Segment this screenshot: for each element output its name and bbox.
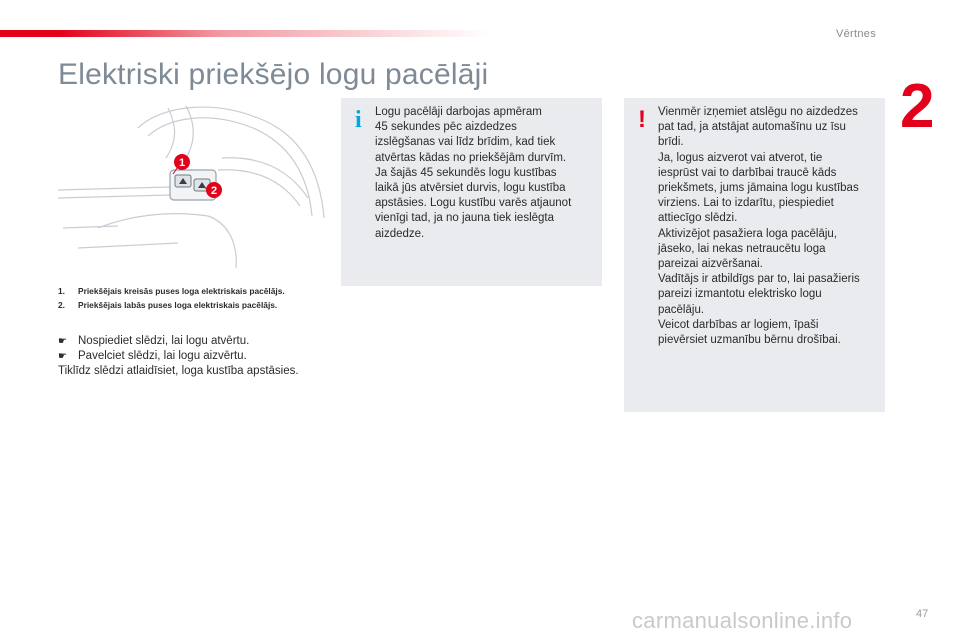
instruction-text: Nospiediet slēdzi, lai logu atvērtu. (78, 335, 250, 347)
instruction-text: Pavelciet slēdzi, lai logu aizvērtu. (78, 350, 247, 362)
watermark: carmanualsonline.info (632, 608, 853, 633)
callout-1-label: 1 (178, 157, 186, 169)
instruction-item (58, 349, 299, 364)
arrow-bullet-icon: ☛ (58, 351, 67, 362)
page-number: 47 (916, 608, 929, 620)
section-label: Vērtnes (836, 28, 877, 40)
info-icon: i (355, 107, 362, 133)
caption-text: Priekšējais labās puses loga elektriskais pacēlājs. (78, 300, 278, 310)
instructions (58, 334, 299, 379)
info-panel (341, 98, 602, 286)
warning-panel (624, 98, 885, 412)
arrow-bullet-icon: ☛ (58, 336, 67, 347)
caption-row (58, 300, 285, 310)
caption-row (58, 286, 285, 296)
warning-icon: ! (638, 106, 646, 133)
caption-number: 1. (58, 286, 65, 296)
door-switch-illustration (58, 98, 330, 270)
chapter-number: 2 (900, 72, 935, 141)
info-panel-text: Logu pacēlāji darbojas apmēram 45 sekundes pēc aizdedzes izslēgšanas vai līdz brīdim, kad tiek atvērtas kādas no priekšējām durvīm. Ja šajās 45 sekundēs logu kustības laikā jūs atvērsiet durvis, logu kustība apstāsies. Logu kustību varēs atjaunot vienīgi tad, ja no jauna tiek ieslēgta aizdedze. (375, 106, 572, 240)
instruction-item (58, 334, 299, 349)
door-panel-drawing (58, 98, 330, 270)
warning-panel-text: Vienmēr izņemiet atslēgu no aizdedzes pat tad, ja atstājat automašīnu uz īsu brīdi. Ja, logus aizverot vai atverot, tie iesprūst vai to darbībai traucē kāds priekšmets, jums jāmaina logu kustības virziens. Lai to izdarītu, piespiediet attiecīgo slēdzi. Aktivizējot pasažiera loga pacēlāju, jāseko, lai nekas netraucētu loga pareizai aizvēršanai. Vadītājs ir atbildīgs par to, lai pasažieris pareizi izmantotu elektrisko logu pacēlāju. Veicot darbības ar logiem, īpaši pievērsiet uzmanību bērnu drošībai. (658, 106, 860, 347)
callout-2-label: 2 (210, 185, 218, 197)
caption-number: 2. (58, 300, 65, 310)
page-title: Elektriski priekšējo logu pacēlāji (58, 58, 489, 91)
figure-captions (58, 286, 285, 314)
caption-text: Priekšējais kreisās puses loga elektriskais pacēlājs. (78, 286, 285, 296)
instruction-footer: Tiklīdz slēdzi atlaidīsiet, loga kustība apstāsies. (58, 365, 299, 377)
header-accent-bar (0, 30, 490, 37)
